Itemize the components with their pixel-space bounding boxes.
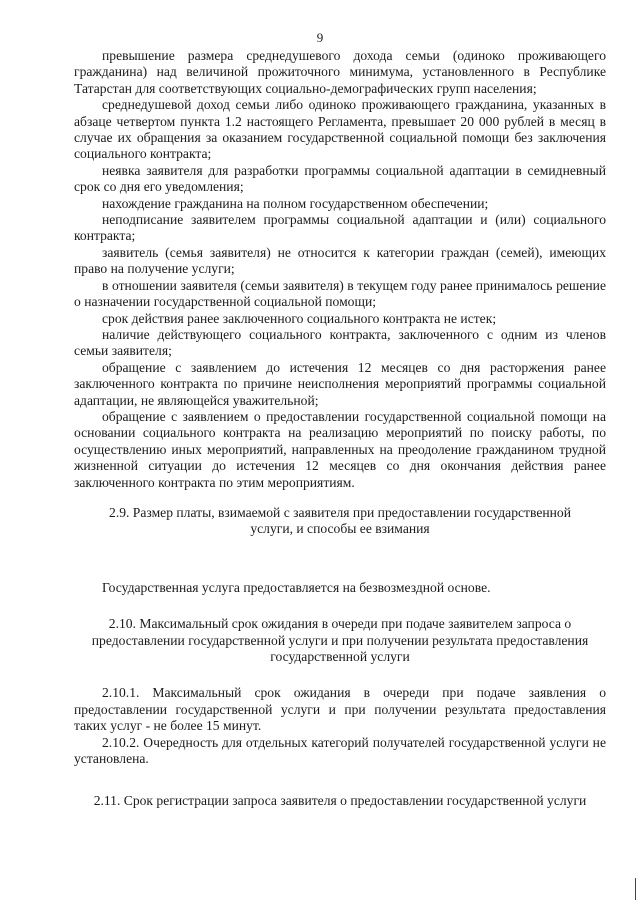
paragraph: обращение с заявлением о предоставлении государственной социальной помощи на основании социального контракта на реализацию мероприятий по поиску работы, по осуществлению иных мероприятий, направленных на преодоление гражданином трудной жизненной ситуации до истечения 12 месяцев со дня окончания действия ранее заключенного контракта по этим мероприятиям. xyxy=(74,408,606,490)
section-text-2-9: Государственная услуга предоставляется на безвозмездной основе. xyxy=(102,579,491,595)
section-item-2-10-2: 2.10.2. Очередность для отдельных категорий получателей государственной услуги не установлена. xyxy=(74,734,606,767)
page-number: 9 xyxy=(316,30,324,45)
paragraph: заявитель (семья заявителя) не относится к категории граждан (семей), имеющих право на получение услуги; xyxy=(74,244,606,277)
section-heading-2-10: 2.10. Максимальный срок ожидания в очереди при подаче заявителем запроса о предоставлении государственной услуги и при получении результата предоставления государственной услуги xyxy=(91,616,589,664)
paragraph: в отношении заявителя (семьи заявителя) в текущем году ранее принималось решение о назначении государственной социальной помощи; xyxy=(74,277,606,310)
section-heading-2-9: 2.9. Размер платы, взимаемой с заявителя при предоставлении государственной услуги, и способы ее взимания xyxy=(109,504,571,537)
paragraph: наличие действующего социального контракта, заключенного с одним из членов семьи заявителя; xyxy=(74,326,606,359)
paragraph: среднедушевой доход семьи либо одиноко проживающего гражданина, указанных в абзаце четвертом пункта 1.2 настоящего Регламента, превышает 20 000 рублей в месяц в случае их обращения за оказанием государственной социальной помощи без заключения социального контракта; xyxy=(74,97,606,162)
margin-mark xyxy=(635,878,636,900)
paragraph: неподписание заявителем программы социальной адаптации и (или) социального контракта; xyxy=(74,212,606,244)
section-heading-2-11: 2.11. Срок регистрации запроса заявителя о предоставлении государственной услуги xyxy=(93,793,587,809)
paragraph: превышение размера среднедушевого дохода семьи (одиноко проживающего гражданина) над величиной прожиточного минимума, установленного в Республике Татарстан для соответствующих социально-демографических групп населения; xyxy=(74,48,606,96)
document-body xyxy=(74,48,606,810)
section-item-2-10-1: 2.10.1. Максимальный срок ожидания в очереди при подаче заявления о предоставлении государственной услуги и при получении результата предоставления таких услуг - не более 15 минут. xyxy=(74,685,606,734)
paragraph: нахождение гражданина на полном государственном обеспечении; xyxy=(102,195,489,211)
paragraph: срок действия ранее заключенного социального контракта не истек; xyxy=(102,310,497,326)
paragraph: обращение с заявлением до истечения 12 месяцев со дня расторжения ранее заключенного контракта по причине неисполнения мероприятий программы социальной адаптации, не являющейся уважительной; xyxy=(74,359,606,408)
paragraph: неявка заявителя для разработки программы социальной адаптации в семидневный срок со дня его уведомления; xyxy=(74,162,606,195)
